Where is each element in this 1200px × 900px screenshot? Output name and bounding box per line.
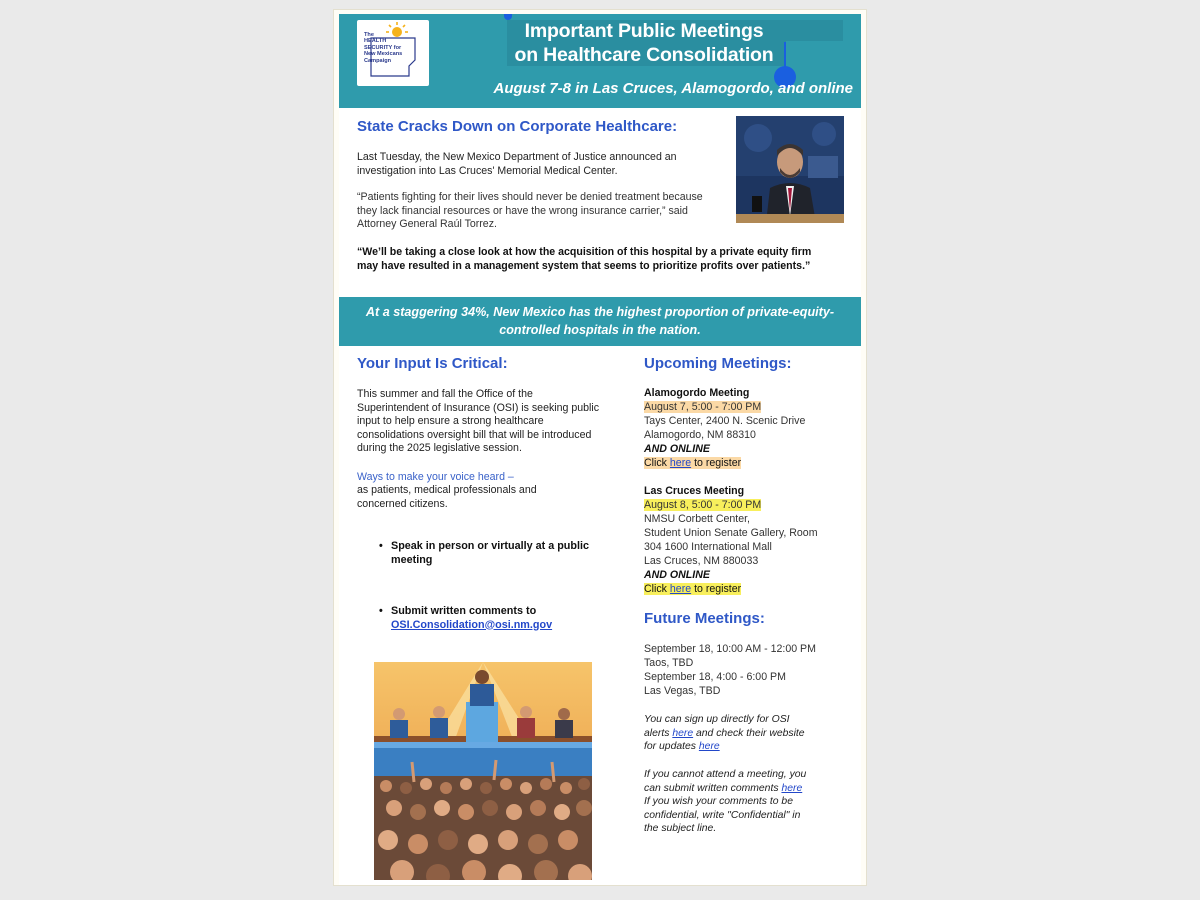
logo-text-line: The (364, 32, 374, 38)
article-bold-quote: “We’ll be taking a close look at how the acquisition of this hospital by a private equity firm may have resulted in a management system that seems to prioritize profits over patients.” (357, 246, 812, 272)
stat-banner (339, 297, 861, 346)
logo-text (364, 32, 426, 64)
lascruces-address-3: 304 1600 International Mall (644, 541, 772, 553)
comments-note (644, 768, 854, 836)
logo-text-line: SECURITY for (364, 44, 402, 51)
bullet-dot-icon: • (379, 540, 383, 552)
written-comments-link[interactable]: here (781, 782, 803, 794)
alamogordo-address-1: Tays Center, 2400 N. Scenic Drive (644, 415, 806, 427)
future-heading: Future Meetings: (644, 610, 765, 627)
attorney-general-photo (736, 116, 844, 223)
bullet-text: Speak in person or virtually at a public meeting (391, 540, 589, 566)
input-paragraph: This summer and fall the Office of the Superintendent of Insurance (OSI) is seeking public input to help ensure a strong healthcare consolidations oversight bill that will be introduced during the 2025 legislative session. (357, 388, 600, 454)
lascruces-register (644, 583, 741, 597)
article-quote: “Patients fighting for their lives should never be denied treatment because they lack financial resources or have the wrong insurance carrier,” said Attorney General Raúl Torrez. (357, 191, 703, 230)
bullet-speak (379, 540, 601, 567)
click-text: Click (644, 583, 667, 595)
ways-heading: Ways to make your voice heard – (357, 471, 514, 483)
lascruces-address-1: NMSU Corbett Center, (644, 513, 750, 525)
article-paragraph: Last Tuesday, the New Mexico Department of Justice announced an investigation into Las Cruces' Memorial Medical Center. (357, 151, 677, 177)
register-text: to register (694, 583, 742, 595)
newsletter-content (339, 14, 861, 885)
signup-text: You can sign up directly for OSI (644, 714, 790, 725)
comments-text: the subject line. (644, 823, 717, 834)
signup-note (644, 713, 854, 754)
lascruces-address-2: Student Union Senate Gallery, Room (644, 527, 818, 539)
register-highlight (644, 583, 741, 595)
osi-website-link[interactable]: here (698, 741, 720, 752)
lascruces-date-text: August 8, 5:00 - 7:00 PM (644, 499, 762, 511)
comments-text: can submit written comments (644, 782, 779, 794)
logo-text-line: Campaign (364, 57, 392, 64)
article-heading: State Cracks Down on Corporate Healthcare: (357, 118, 678, 135)
alamogordo-address-2: Alamogordo, NM 88310 (644, 429, 756, 441)
alamogordo-online: AND ONLINE (644, 443, 710, 455)
alamogordo-register-link[interactable]: here (669, 457, 692, 469)
newsletter-page (334, 10, 866, 885)
input-heading: Your Input Is Critical: (357, 355, 508, 372)
future-meeting-1-location: Taos, TBD (644, 657, 694, 669)
lascruces-address-4: Las Cruces, NM 880033 (644, 555, 759, 567)
osi-alerts-link[interactable]: here (672, 727, 694, 739)
lascruces-online: AND ONLINE (644, 569, 710, 581)
bullet-text: Submit written comments to (391, 605, 537, 617)
stat-banner-text: At a staggering 34%, New Mexico has the highest proportion of private-equity-controlled hospitals in the nation. (365, 305, 835, 337)
register-text: to register (694, 457, 742, 469)
bullet-dot-icon: • (379, 605, 383, 617)
future-meeting-1-date: September 18, 10:00 AM - 12:00 PM (644, 643, 816, 655)
alamogordo-date-text: August 7, 5:00 - 7:00 PM (644, 401, 762, 413)
comments-text: confidential, write "Confidential" in (644, 809, 801, 821)
click-text: Click (644, 457, 667, 469)
logo-text-line: HEALTH (364, 38, 387, 45)
header-banner (339, 14, 861, 108)
public-meeting-illustration (374, 662, 592, 880)
lascruces-date (644, 499, 761, 513)
signup-text: alerts (644, 727, 670, 739)
page-title-line-1: Important Public Meetings (524, 20, 764, 42)
lascruces-title: Las Cruces Meeting (644, 485, 745, 497)
register-highlight (644, 457, 741, 469)
alamogordo-date (644, 401, 761, 415)
bullet-submit (379, 605, 601, 632)
comments-text: If you wish your comments to be (644, 796, 793, 807)
page-subtitle: August 7-8 in Las Cruces, Alamogordo, and online (493, 80, 853, 97)
future-meeting-2-date: September 18, 4:00 - 6:00 PM (644, 671, 786, 683)
future-meeting-2-location: Las Vegas, TBD (644, 685, 721, 697)
page-title-line-2: on Healthcare Consolidation (514, 44, 774, 66)
campaign-logo (357, 20, 429, 86)
alamogordo-register (644, 457, 741, 471)
email-link[interactable]: OSI.Consolidation@osi.nm.gov (391, 618, 553, 631)
upcoming-heading: Upcoming Meetings: (644, 355, 792, 372)
signup-text: for updates (644, 741, 696, 752)
ways-text: as patients, medical professionals and concerned citizens. (357, 484, 537, 510)
lascruces-register-link[interactable]: here (669, 583, 692, 595)
signup-text: and check their website (696, 727, 805, 739)
alamogordo-title: Alamogordo Meeting (644, 387, 750, 399)
comments-text: If you cannot attend a meeting, you (644, 769, 807, 780)
logo-text-line: New Mexicans (364, 51, 403, 58)
